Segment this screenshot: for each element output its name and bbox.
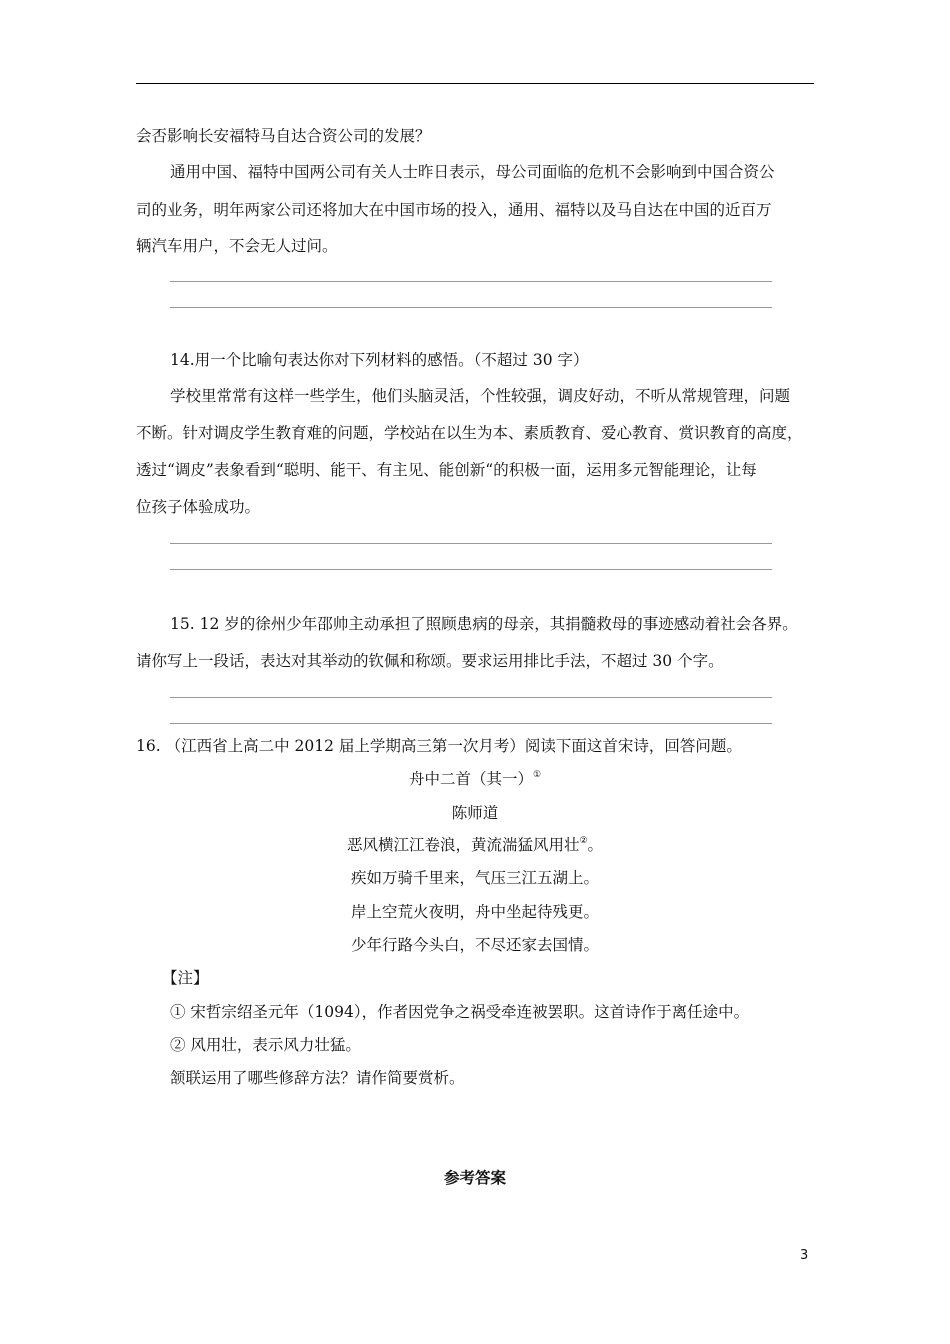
poem-title: 舟中二首（其一）① <box>408 770 542 788</box>
q13-paragraph-line3: 辆汽车用户，不会无人过问。 <box>136 237 338 255</box>
q14-answer-line-1[interactable] <box>170 543 772 544</box>
q13-paragraph-line1: 通用中国、福特中国两公司有关人士昨日表示，母公司面临的危机不会影响到中国合资公 <box>170 163 775 181</box>
page-number: 3 <box>800 1248 809 1263</box>
q15-answer-line-1[interactable] <box>170 697 772 698</box>
header-rule <box>136 83 814 84</box>
q14-title: 14.用一个比喻句表达你对下列材料的感悟。（不超过 30 字） <box>170 351 589 369</box>
q13-answer-line-1[interactable] <box>170 281 772 282</box>
poem-line-4: 少年行路今头白，不尽还家去国情。 <box>350 936 599 954</box>
poem-line1-footnote-marker: ② <box>579 836 588 846</box>
answer-heading: 参考答案 <box>443 1168 506 1187</box>
note-2: ② 风用壮，表示风力壮猛。 <box>170 1036 361 1054</box>
q15-line1: 15. 12 岁的徐州少年邵帅主动承担了照顾患病的母亲，其捐髓救母的事迹感动着社会各界。 <box>170 615 798 633</box>
q14-line1: 学校里常常有这样一些学生，他们头脑灵活，个性较强，调皮好动，不听从常规管理，问题 <box>170 387 791 405</box>
poem-line-1: 恶风横江江卷浪，黄流湍猛风用壮②。 <box>346 836 604 854</box>
q15-answer-line-2[interactable] <box>170 723 772 724</box>
poem-line-2: 疾如万骑千里来，气压三江五湖上。 <box>350 869 599 887</box>
q13-paragraph-line2: 司的业务，明年两家公司还将加大在中国市场的投入，通用、福特以及马自达在中国的近百万 <box>136 201 772 219</box>
poem-line-3: 岸上空荒火夜明，舟中坐起待残更。 <box>350 903 599 921</box>
q16-title: 16. （江西省上高二中 2012 届上学期高三第一次月考）阅读下面这首宋诗，回答问题。 <box>136 737 742 755</box>
q15-line2: 请你写上一段话，表达对其举动的钦佩和称颂。要求运用排比手法，不超过 30 个字。 <box>136 652 724 670</box>
q14-line4: 位孩子体验成功。 <box>136 498 261 516</box>
note-1: ① 宋哲宗绍圣元年（1094），作者因党争之祸受牵连被罢职。这首诗作于离任途中。 <box>170 1003 750 1021</box>
q14-answer-line-2[interactable] <box>170 569 772 570</box>
notes-header: 【注】 <box>162 969 209 987</box>
q13-question-tail: 会否影响长安福特马自达合资公司的发展？ <box>136 127 431 145</box>
q16-question: 颔联运用了哪些修辞方法？请作简要赏析。 <box>170 1069 465 1087</box>
q14-line2: 不断。针对调皮学生教育难的问题，学校站在以生为本、素质教育、爱心教育、赏识教育的高度， <box>136 424 803 442</box>
q14-line3: 透过“调皮”表象看到“聪明、能干、有主见、能创新“的积极一面，运用多元智能理论，让每 <box>136 461 757 479</box>
poem-author: 陈师道 <box>451 804 499 822</box>
poem-title-footnote-marker: ① <box>532 770 542 780</box>
q13-answer-line-2[interactable] <box>170 307 772 308</box>
